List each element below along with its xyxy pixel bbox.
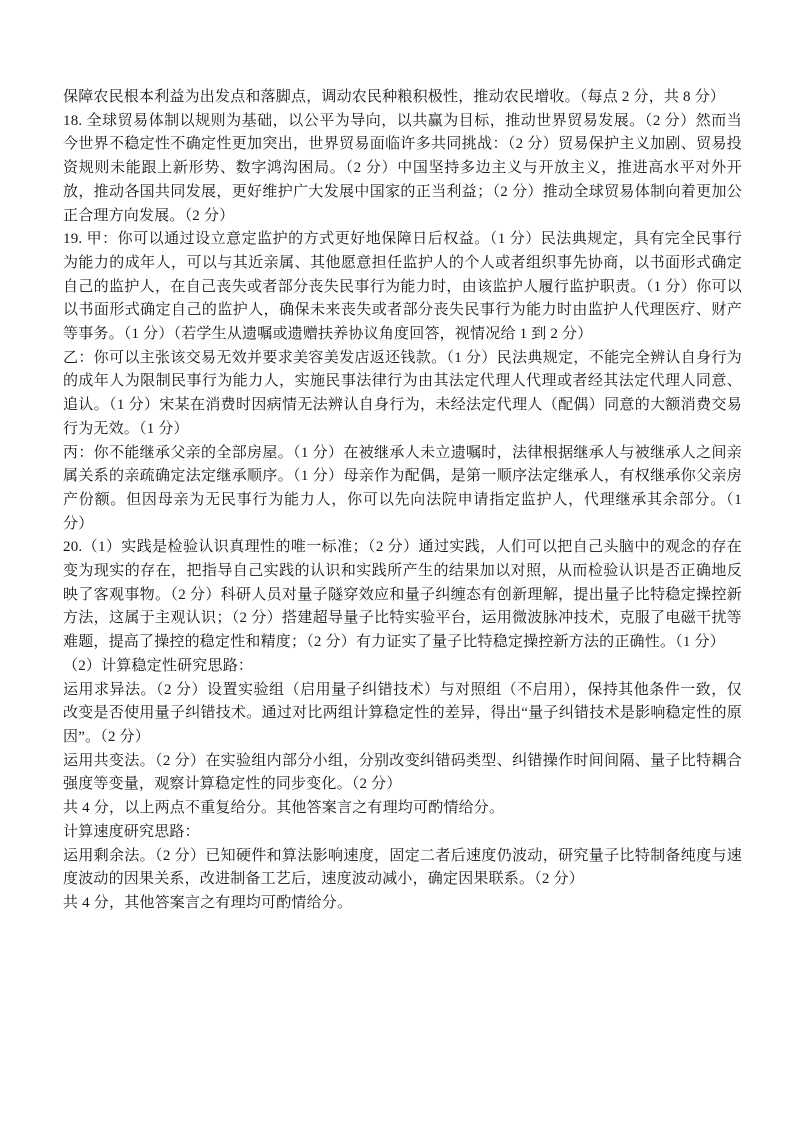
answer-key-text-block (63, 86, 742, 916)
paragraph-answer-18: 18. 全球贸易体制以规则为基础，以公平为导向，以共赢为目标，推动世界贸易发展。（2 分）然而当今世界不稳定性不确定性更加突出，世界贸易面临许多共同挑战：（2 分）贸易保护主义加剧、贸易投资规则未能跟上新形势、数字鸿沟困局。（2 分）中国坚持多边主义与开放主义，推进高水平对外开放，推动各国共同发展，更好维护广大发展中国家的正当利益；（2 分）推动全球贸易体制向着更加公正合理方向发展。（2 分） (63, 112, 742, 224)
paragraph-answer-19-bing: 丙：你不能继承父亲的全部房屋。（1 分）在被继承人未立遗嘱时，法律根据继承人与被继承人之间亲属关系的亲疏确定法定继承顺序。（1 分）母亲作为配偶，是第一顺序法定继承人，有权继承你父亲房产份额。但因母亲为无民事行为能力人，你可以先向法院申请指定监护人，代理继承其余部分。（1 分） (63, 444, 742, 532)
paragraph-answer-19-jia: 19. 甲：你可以通过设立意定监护的方式更好地保障日后权益。（1 分）民法典规定，具有完全民事行为能力的成年人，可以与其近亲属、其他愿意担任监护人的个人或者组织事先协商，以书面形式确定自己的监护人，在自己丧失或者部分丧失民事行为能力时，由该监护人履行监护职责。（1 分）你可以以书面形式确定自己的监护人，确保未来丧失或者部分丧失民事行为能力时由监护人代理医疗、财产等事务。（1 分）（若学生从遗嘱或遗赠扶养协议角度回答，视情况给 1 到 2 分） (63, 231, 742, 343)
paragraph-answer-17-tail: 保障农民根本利益为出发点和落脚点，调动农民种粮积极性，推动农民增收。（每点 2 分，共 8 分） (63, 89, 726, 105)
paragraph-speed-method-residue: 运用剩余法。（2 分）已知硬件和算法影响速度，固定二者后速度仍波动，研究量子比特制备纯度与速度波动的因果关系，改进制备工艺后，速度波动减小，确定因果联系。（2 分） (63, 847, 742, 888)
paragraph-stability-method-covariation: 运用共变法。（2 分）在实验组内部分小组，分别改变纠错码类型、纠错操作时间间隔、量子比特耦合强度等变量，观察计算稳定性的同步变化。（2 分） (63, 752, 742, 793)
paragraph-stability-method-difference: 运用求异法。（2 分）设置实验组（启用量子纠错技术）与对照组（不启用），保持其他条件一致，仅改变是否使用量子纠错技术。通过对比两组计算稳定性的差异，得出“量子纠错技术是影响稳定性的原因”。（2 分） (63, 681, 742, 745)
paragraph-speed-scoring-note: 共 4 分，其他答案言之有理均可酌情给分。 (63, 894, 353, 911)
heading-20-2-stability: （2）计算稳定性研究思路： (63, 657, 254, 674)
heading-speed-research: 计算速度研究思路： (63, 823, 200, 840)
paragraph-answer-20-1: 20.（1）实践是检验认识真理性的唯一标准；（2 分）通过实践，人们可以把自己头脑中的观念的存在变为现实的存在，把指导自己实践的认识和实践所产生的结果加以对照，从而检验认识是否正确地反映了客观事物。（2 分）科研人员对量子隧穿效应和量子纠缠态有创新理解，提出量子比特稳定操控新方法，这属于主观认识；（2 分）搭建超导量子比特实验平台，运用微波脉冲技术，克服了电磁干扰等难题，提高了操控的稳定性和精度；（2 分）有力证实了量子比特稳定操控新方法的正确性。（1 分） (63, 539, 742, 651)
paragraph-stability-scoring-note: 共 4 分，以上两点不重复给分。其他答案言之有理均可酌情给分。 (63, 800, 505, 817)
paragraph-answer-19-yi: 乙：你可以主张该交易无效并要求美容美发店返还钱款。（1 分）民法典规定，不能完全辨认自身行为的成年人为限制民事行为能力人，实施民事法律行为由其法定代理人代理或者经其法定代理人同意、追认。（1 分）宋某在消费时因病情无法辨认自身行为，未经法定代理人（配偶）同意的大额消费交易行为无效。（1 分） (63, 349, 742, 437)
